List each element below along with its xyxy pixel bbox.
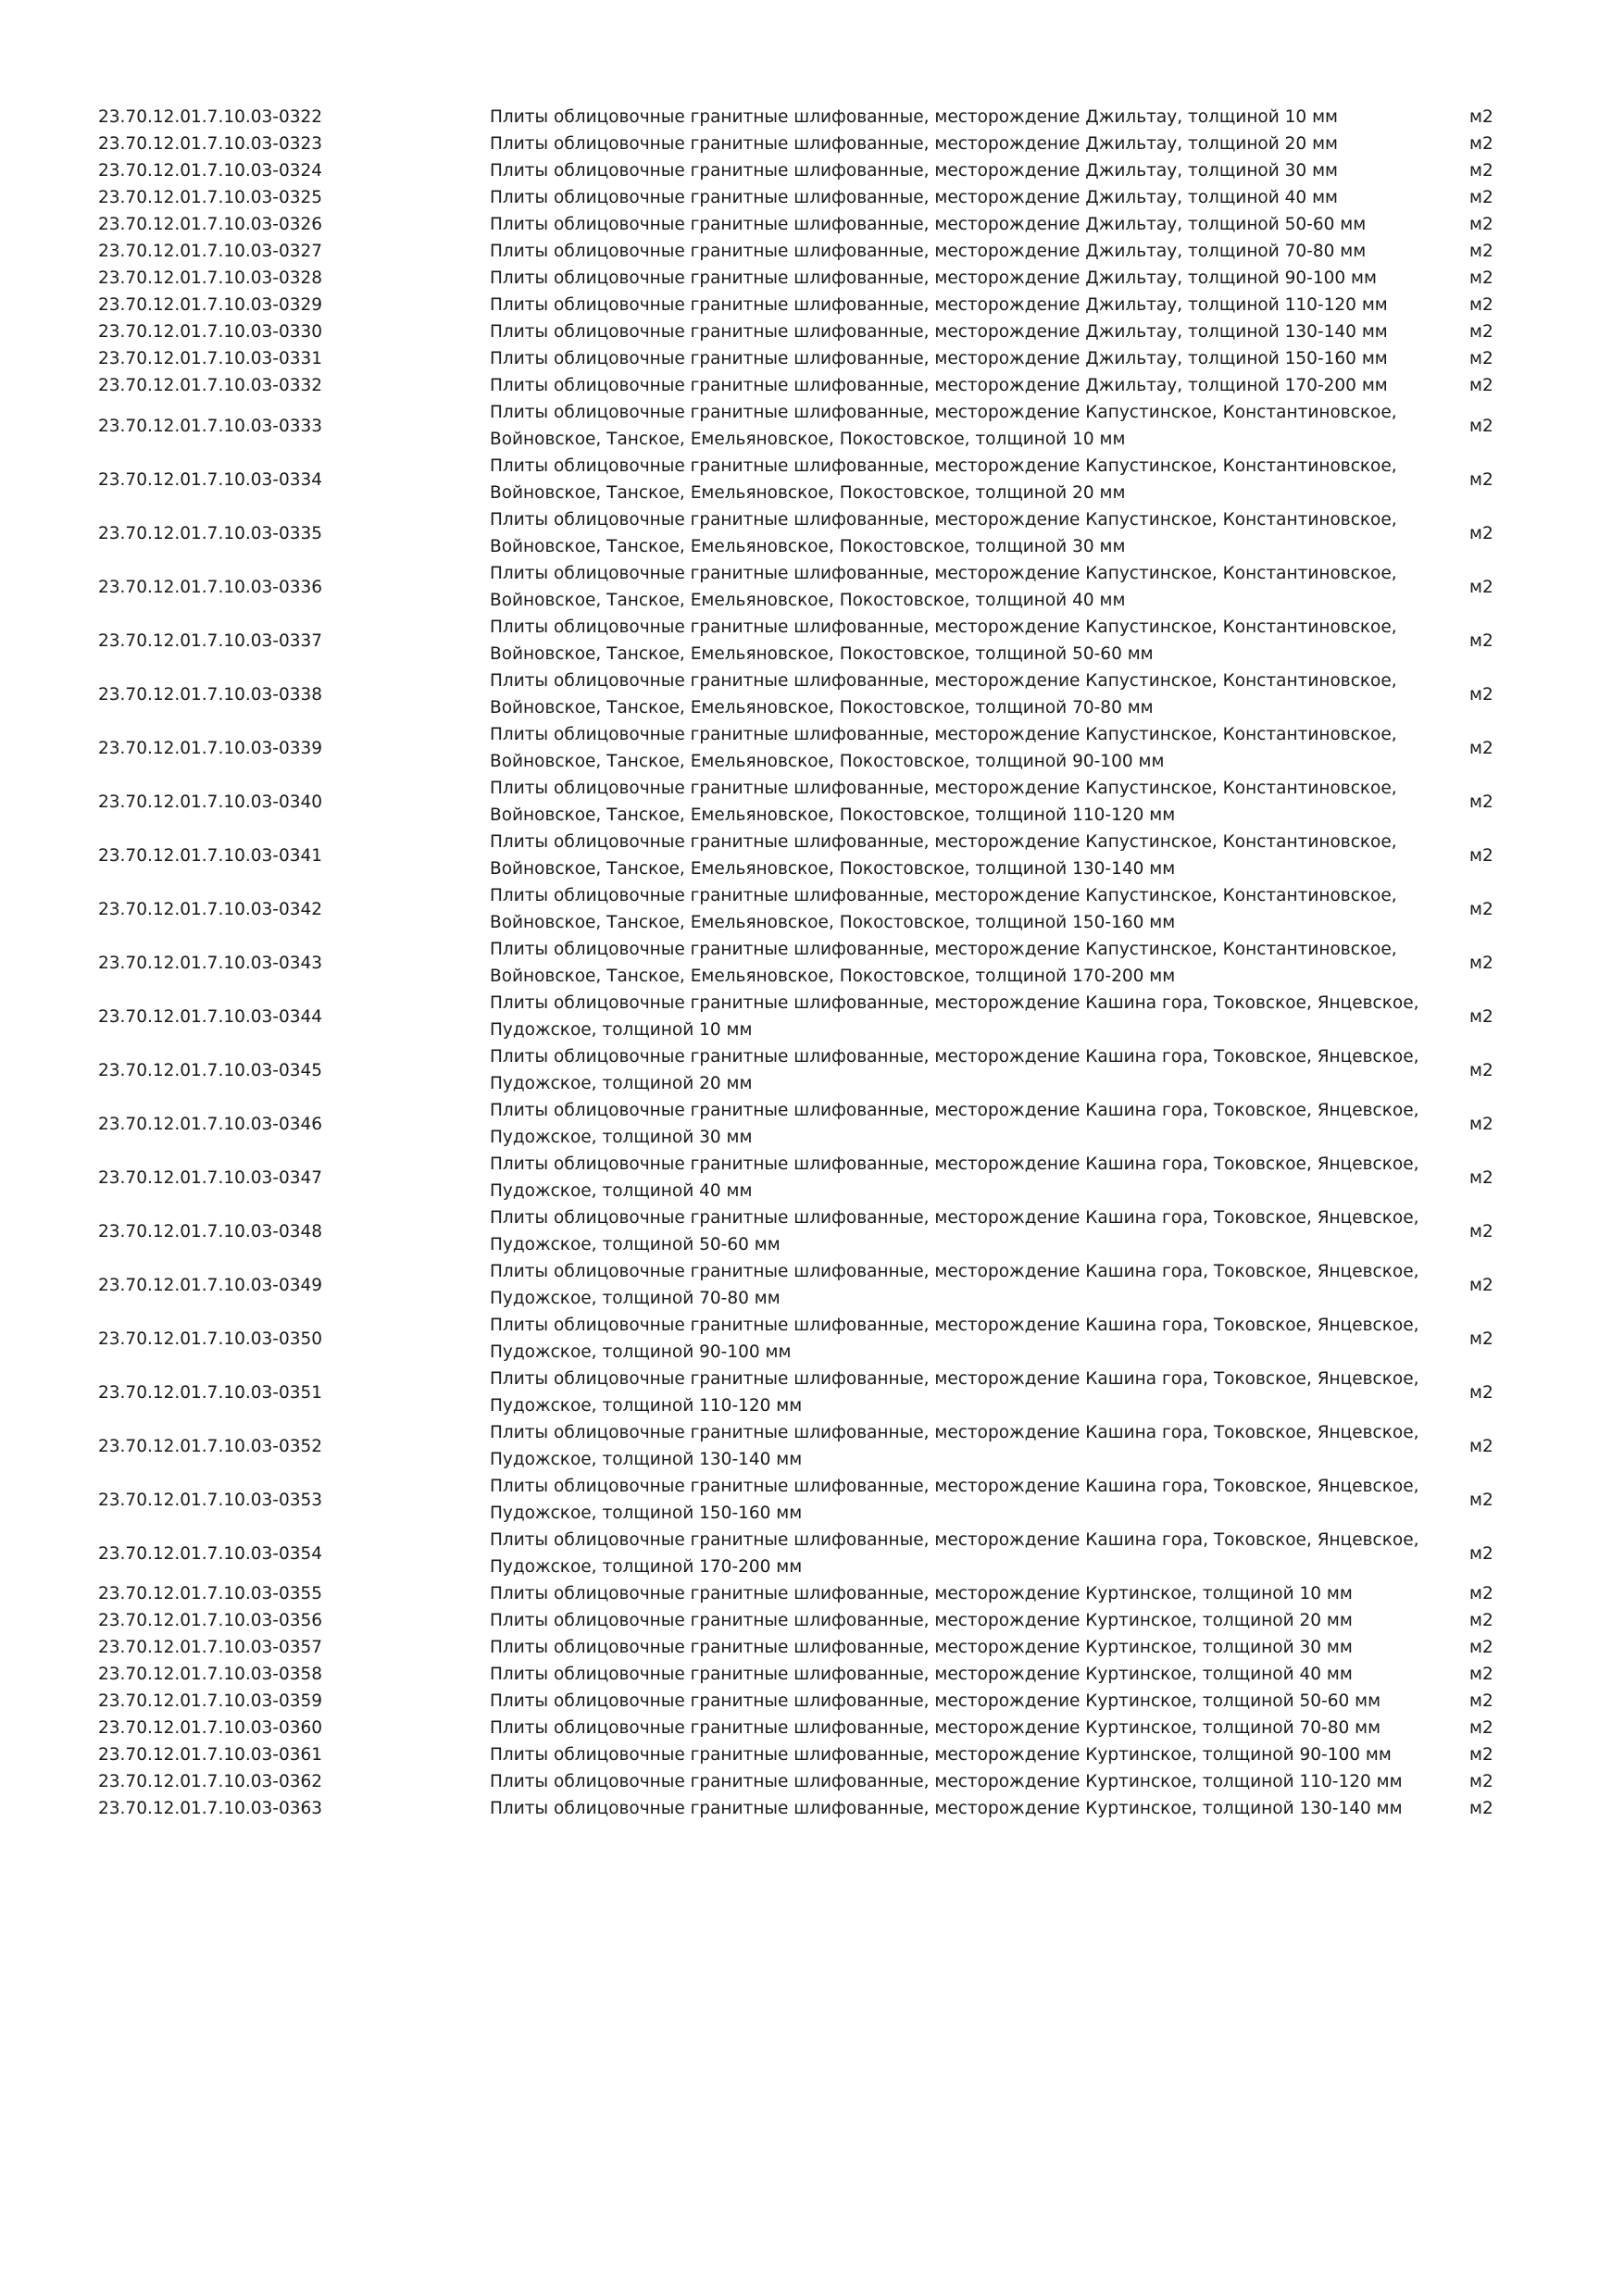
row-description: Плиты облицовочные гранитные шлифованные, месторождение Капустинское, Константиновское, Войновское, Танское, Емельяновское, Покостовское, толщиной 110-120 мм	[490, 779, 1397, 825]
row-code: 23.70.12.01.7.10.03-0342	[98, 899, 323, 919]
row-description: Плиты облицовочные гранитные шлифованные, месторождение Капустинское, Константиновское, Войновское, Танское, Емельяновское, Покостовское, толщиной 130-140 мм	[490, 832, 1397, 879]
row-unit: м2	[1469, 295, 1493, 315]
table-row	[0, 1607, 1624, 1634]
row-code: 23.70.12.01.7.10.03-0336	[98, 577, 323, 597]
row-unit: м2	[1469, 1543, 1493, 1564]
row-code: 23.70.12.01.7.10.03-0349	[98, 1275, 323, 1295]
row-code: 23.70.12.01.7.10.03-0339	[98, 738, 323, 758]
table-row	[0, 882, 1624, 936]
row-description: Плиты облицовочные гранитные шлифованные, месторождение Куртинское, толщиной 20 мм	[490, 1611, 1353, 1630]
row-unit: м2	[1469, 1275, 1493, 1295]
row-unit: м2	[1469, 161, 1493, 181]
row-description: Плиты облицовочные гранитные шлифованные, месторождение Джильтау, толщиной 40 мм	[490, 188, 1338, 207]
row-unit: м2	[1469, 376, 1493, 395]
row-unit: м2	[1469, 1745, 1493, 1765]
table-row	[0, 1795, 1624, 1822]
row-unit: м2	[1469, 322, 1493, 342]
row-unit: м2	[1469, 1382, 1493, 1403]
row-unit: м2	[1469, 1436, 1493, 1456]
row-code: 23.70.12.01.7.10.03-0323	[98, 134, 323, 154]
row-code: 23.70.12.01.7.10.03-0322	[98, 107, 323, 127]
row-unit: м2	[1469, 268, 1493, 288]
price-table	[0, 104, 1624, 1822]
row-code: 23.70.12.01.7.10.03-0352	[98, 1436, 323, 1456]
table-row	[0, 1258, 1624, 1312]
row-description: Плиты облицовочные гранитные шлифованные, месторождение Капустинское, Константиновское, Войновское, Танское, Емельяновское, Покостовское, толщиной 10 мм	[490, 403, 1397, 449]
table-row	[0, 238, 1624, 265]
row-description: Плиты облицовочные гранитные шлифованные, месторождение Капустинское, Константиновское, Войновское, Танское, Емельяновское, Покостовское, толщиной 40 мм	[490, 564, 1397, 610]
row-description: Плиты облицовочные гранитные шлифованные, месторождение Куртинское, толщиной 70-80 мм	[490, 1718, 1381, 1738]
row-code: 23.70.12.01.7.10.03-0359	[98, 1691, 323, 1711]
table-row	[0, 668, 1624, 721]
table-row	[0, 265, 1624, 292]
row-description: Плиты облицовочные гранитные шлифованные, месторождение Джильтау, толщиной 30 мм	[490, 161, 1338, 181]
row-unit: м2	[1469, 953, 1493, 973]
table-row	[0, 936, 1624, 990]
row-description: Плиты облицовочные гранитные шлифованные, месторождение Кашина гора, Токовское, Янцевское, Пудожское, толщиной 70-80 мм	[490, 1262, 1419, 1308]
row-description: Плиты облицовочные гранитные шлифованные, месторождение Куртинское, толщиной 40 мм	[490, 1665, 1353, 1684]
row-unit: м2	[1469, 1772, 1493, 1791]
row-description: Плиты облицовочные гранитные шлифованные, месторождение Кашина гора, Токовское, Янцевское, Пудожское, толщиной 40 мм	[490, 1154, 1419, 1201]
table-row	[0, 104, 1624, 131]
table-row	[0, 1741, 1624, 1768]
table-row	[0, 184, 1624, 211]
row-description: Плиты облицовочные гранитные шлифованные, месторождение Джильтау, толщиной 20 мм	[490, 134, 1338, 154]
row-description: Плиты облицовочные гранитные шлифованные, месторождение Кашина гора, Токовское, Янцевское, Пудожское, толщиной 20 мм	[490, 1047, 1419, 1093]
row-code: 23.70.12.01.7.10.03-0351	[98, 1382, 323, 1403]
table-row	[0, 560, 1624, 614]
row-description: Плиты облицовочные гранитные шлифованные, месторождение Куртинское, толщиной 130-140 мм	[490, 1799, 1403, 1818]
row-description: Плиты облицовочные гранитные шлифованные, месторождение Кашина гора, Токовское, Янцевское, Пудожское, толщиной 30 мм	[490, 1101, 1419, 1147]
row-code: 23.70.12.01.7.10.03-0338	[98, 684, 323, 705]
table-row	[0, 318, 1624, 345]
row-description: Плиты облицовочные гранитные шлифованные, месторождение Джильтау, толщиной 50-60 мм	[490, 215, 1367, 234]
row-code: 23.70.12.01.7.10.03-0333	[98, 416, 323, 436]
row-unit: м2	[1469, 845, 1493, 866]
row-code: 23.70.12.01.7.10.03-0346	[98, 1114, 323, 1134]
table-row	[0, 1661, 1624, 1688]
row-unit: м2	[1469, 1329, 1493, 1349]
table-row	[0, 1366, 1624, 1419]
row-description: Плиты облицовочные гранитные шлифованные, месторождение Кашина гора, Токовское, Янцевское, Пудожское, толщиной 90-100 мм	[490, 1316, 1419, 1362]
row-code: 23.70.12.01.7.10.03-0356	[98, 1611, 323, 1630]
row-description: Плиты облицовочные гранитные шлифованные, месторождение Капустинское, Константиновское, Войновское, Танское, Емельяновское, Покостовское, толщиной 70-80 мм	[490, 671, 1397, 718]
row-code: 23.70.12.01.7.10.03-0344	[98, 1006, 323, 1027]
table-row	[0, 829, 1624, 882]
row-code: 23.70.12.01.7.10.03-0353	[98, 1490, 323, 1510]
table-row	[0, 1580, 1624, 1607]
row-code: 23.70.12.01.7.10.03-0360	[98, 1718, 323, 1738]
row-description: Плиты облицовочные гранитные шлифованные, месторождение Капустинское, Константиновское, Войновское, Танское, Емельяновское, Покостовское, толщиной 30 мм	[490, 510, 1397, 556]
row-description: Плиты облицовочные гранитные шлифованные, месторождение Кашина гора, Токовское, Янцевское, Пудожское, толщиной 50-60 мм	[490, 1208, 1419, 1254]
table-row	[0, 131, 1624, 157]
row-code: 23.70.12.01.7.10.03-0350	[98, 1329, 323, 1349]
row-code: 23.70.12.01.7.10.03-0357	[98, 1638, 323, 1657]
table-row	[0, 614, 1624, 668]
row-description: Плиты облицовочные гранитные шлифованные, месторождение Куртинское, толщиной 10 мм	[490, 1584, 1353, 1603]
row-code: 23.70.12.01.7.10.03-0324	[98, 161, 323, 181]
row-unit: м2	[1469, 242, 1493, 261]
row-code: 23.70.12.01.7.10.03-0354	[98, 1543, 323, 1564]
row-description: Плиты облицовочные гранитные шлифованные, месторождение Джильтау, толщиной 10 мм	[490, 107, 1338, 127]
row-code: 23.70.12.01.7.10.03-0327	[98, 242, 323, 261]
row-description: Плиты облицовочные гранитные шлифованные, месторождение Куртинское, толщиной 110-120 мм	[490, 1772, 1403, 1791]
row-unit: м2	[1469, 1221, 1493, 1242]
row-description: Плиты облицовочные гранитные шлифованные, месторождение Капустинское, Константиновское, Войновское, Танское, Емельяновское, Покостовское, толщиной 90-100 мм	[490, 725, 1397, 771]
row-unit: м2	[1469, 1114, 1493, 1134]
table-row	[0, 1634, 1624, 1661]
table-row	[0, 211, 1624, 238]
table-row	[0, 1419, 1624, 1473]
table-row	[0, 1715, 1624, 1741]
row-description: Плиты облицовочные гранитные шлифованные, месторождение Куртинское, толщиной 50-60 мм	[490, 1691, 1381, 1711]
row-code: 23.70.12.01.7.10.03-0329	[98, 295, 323, 315]
row-code: 23.70.12.01.7.10.03-0328	[98, 268, 323, 288]
row-code: 23.70.12.01.7.10.03-0331	[98, 349, 323, 368]
row-code: 23.70.12.01.7.10.03-0334	[98, 469, 323, 490]
row-unit: м2	[1469, 188, 1493, 207]
row-description: Плиты облицовочные гранитные шлифованные, месторождение Кашина гора, Токовское, Янцевское, Пудожское, толщиной 170-200 мм	[490, 1530, 1419, 1577]
row-code: 23.70.12.01.7.10.03-0355	[98, 1584, 323, 1603]
table-row	[0, 1312, 1624, 1366]
row-description: Плиты облицовочные гранитные шлифованные, месторождение Джильтау, толщиной 70-80 мм	[490, 242, 1367, 261]
row-code: 23.70.12.01.7.10.03-0325	[98, 188, 323, 207]
row-description: Плиты облицовочные гранитные шлифованные, месторождение Капустинское, Константиновское, Войновское, Танское, Емельяновское, Покостовское, толщиной 170-200 мм	[490, 940, 1397, 986]
row-description: Плиты облицовочные гранитные шлифованные, месторождение Кашина гора, Токовское, Янцевское, Пудожское, толщиной 150-160 мм	[490, 1477, 1419, 1523]
row-unit: м2	[1469, 1490, 1493, 1510]
row-unit: м2	[1469, 1638, 1493, 1657]
row-unit: м2	[1469, 684, 1493, 705]
row-unit: м2	[1469, 1718, 1493, 1738]
row-description: Плиты облицовочные гранитные шлифованные, месторождение Капустинское, Константиновское, Войновское, Танское, Емельяновское, Покостовское, толщиной 50-60 мм	[490, 618, 1397, 664]
row-code: 23.70.12.01.7.10.03-0332	[98, 376, 323, 395]
row-unit: м2	[1469, 107, 1493, 127]
table-row	[0, 372, 1624, 399]
row-code: 23.70.12.01.7.10.03-0347	[98, 1167, 323, 1188]
table-row	[0, 1097, 1624, 1151]
table-row	[0, 1688, 1624, 1715]
row-description: Плиты облицовочные гранитные шлифованные, месторождение Куртинское, толщиной 30 мм	[490, 1638, 1353, 1657]
table-row	[0, 1043, 1624, 1097]
row-code: 23.70.12.01.7.10.03-0341	[98, 845, 323, 866]
row-unit: м2	[1469, 1799, 1493, 1818]
row-description: Плиты облицовочные гранитные шлифованные, месторождение Капустинское, Константиновское, Войновское, Танское, Емельяновское, Покостовское, толщиной 150-160 мм	[490, 886, 1397, 932]
row-code: 23.70.12.01.7.10.03-0330	[98, 322, 323, 342]
row-description: Плиты облицовочные гранитные шлифованные, месторождение Кашина гора, Токовское, Янцевское, Пудожское, толщиной 110-120 мм	[490, 1369, 1419, 1416]
row-code: 23.70.12.01.7.10.03-0345	[98, 1060, 323, 1080]
row-unit: м2	[1469, 215, 1493, 234]
row-code: 23.70.12.01.7.10.03-0335	[98, 523, 323, 543]
row-unit: м2	[1469, 1060, 1493, 1080]
row-description: Плиты облицовочные гранитные шлифованные, месторождение Куртинское, толщиной 90-100 мм	[490, 1745, 1392, 1765]
row-code: 23.70.12.01.7.10.03-0348	[98, 1221, 323, 1242]
row-unit: м2	[1469, 792, 1493, 812]
row-code: 23.70.12.01.7.10.03-0337	[98, 630, 323, 651]
row-description: Плиты облицовочные гранитные шлифованные, месторождение Капустинское, Константиновское, Войновское, Танское, Емельяновское, Покостовское, толщиной 20 мм	[490, 456, 1397, 503]
row-unit: м2	[1469, 134, 1493, 154]
table-row	[0, 721, 1624, 775]
row-unit: м2	[1469, 416, 1493, 436]
row-unit: м2	[1469, 523, 1493, 543]
row-unit: м2	[1469, 1167, 1493, 1188]
row-unit: м2	[1469, 899, 1493, 919]
table-row	[0, 775, 1624, 829]
row-description: Плиты облицовочные гранитные шлифованные, месторождение Джильтау, толщиной 150-160 мм	[490, 349, 1388, 368]
table-row	[0, 1527, 1624, 1580]
row-unit: м2	[1469, 577, 1493, 597]
row-description: Плиты облицовочные гранитные шлифованные, месторождение Кашина гора, Токовское, Янцевское, Пудожское, толщиной 130-140 мм	[490, 1423, 1419, 1469]
row-code: 23.70.12.01.7.10.03-0358	[98, 1665, 323, 1684]
table-row	[0, 1473, 1624, 1527]
table-row	[0, 1204, 1624, 1258]
table-row	[0, 292, 1624, 318]
table-row	[0, 1151, 1624, 1204]
row-unit: м2	[1469, 469, 1493, 490]
row-description: Плиты облицовочные гранитные шлифованные, месторождение Джильтау, толщиной 90-100 мм	[490, 268, 1377, 288]
row-code: 23.70.12.01.7.10.03-0363	[98, 1799, 323, 1818]
row-unit: м2	[1469, 349, 1493, 368]
row-unit: м2	[1469, 1611, 1493, 1630]
row-code: 23.70.12.01.7.10.03-0326	[98, 215, 323, 234]
table-row	[0, 453, 1624, 506]
row-description: Плиты облицовочные гранитные шлифованные, месторождение Джильтау, толщиной 110-120 мм	[490, 295, 1388, 315]
row-unit: м2	[1469, 630, 1493, 651]
row-description: Плиты облицовочные гранитные шлифованные, месторождение Джильтау, толщиной 130-140 мм	[490, 322, 1388, 342]
row-code: 23.70.12.01.7.10.03-0361	[98, 1745, 323, 1765]
table-row	[0, 399, 1624, 453]
row-unit: м2	[1469, 738, 1493, 758]
table-row	[0, 157, 1624, 184]
row-unit: м2	[1469, 1584, 1493, 1603]
table-row	[0, 990, 1624, 1043]
row-unit: м2	[1469, 1665, 1493, 1684]
row-code: 23.70.12.01.7.10.03-0340	[98, 792, 323, 812]
table-row	[0, 345, 1624, 372]
table-row	[0, 506, 1624, 560]
row-unit: м2	[1469, 1691, 1493, 1711]
table-row	[0, 1768, 1624, 1795]
row-code: 23.70.12.01.7.10.03-0343	[98, 953, 323, 973]
row-unit: м2	[1469, 1006, 1493, 1027]
row-code: 23.70.12.01.7.10.03-0362	[98, 1772, 323, 1791]
row-description: Плиты облицовочные гранитные шлифованные, месторождение Джильтау, толщиной 170-200 мм	[490, 376, 1388, 395]
row-description: Плиты облицовочные гранитные шлифованные, месторождение Кашина гора, Токовское, Янцевское, Пудожское, толщиной 10 мм	[490, 993, 1419, 1040]
